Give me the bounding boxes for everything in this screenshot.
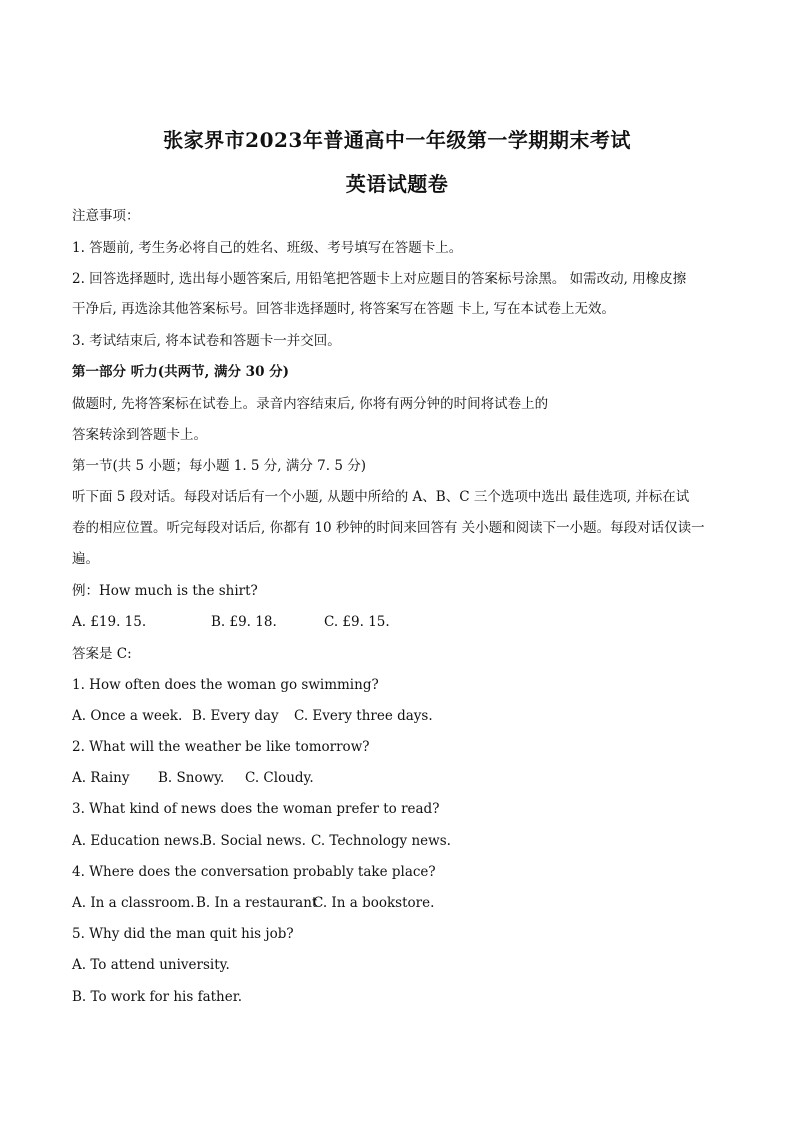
exam-subtitle: 英语试题卷 <box>345 172 449 196</box>
note-item-3: 3. 考试结束后, 将本试卷和答题卡一并交回。 <box>72 333 341 349</box>
example-option-c: C. £9. 15. <box>324 614 390 630</box>
part1-intro-line-1: 做题时, 先将答案标在试卷上。录音内容结束后, 你将有两分钟的时间将试卷上的 <box>72 396 549 412</box>
example-options <box>72 613 390 631</box>
note-item-1: 1. 答题前, 考生务必将自己的姓名、班级、考号填写在答题卡上。 <box>72 240 463 256</box>
section1-instructions-line-2: 卷的相应位置。听完每段对话后, 你都有 10 秒钟的时间来回答有 关小题和阅读下一小题。每段对话仅读一 <box>72 520 705 536</box>
question-2-option-c: C. Cloudy. <box>245 770 314 786</box>
note-item-2-line-1: 2. 回答选择题时, 选出每小题答案后, 用铅笔把答题卡上对应题目的答案标号涂黑。 如需改动, 用橡皮擦 <box>72 271 687 287</box>
question-3-options <box>72 832 451 850</box>
question-1-option-a: A. Once a week. <box>72 708 183 724</box>
question-5-option-b: B. To work for his father. <box>72 989 243 1005</box>
question-4-option-b: B. In a restaurant <box>196 895 318 911</box>
question-2-option-a: A. Rainy <box>72 770 130 786</box>
question-3-option-b: B. Social news. <box>202 833 306 849</box>
exam-title: 张家界市2023年普通高中一年级第一学期期末考试 <box>163 128 631 152</box>
question-4: 4. Where does the conversation probably take place? <box>72 864 436 880</box>
question-3-option-a: A. Education news. <box>72 833 204 849</box>
notes-heading: 注意事项： <box>72 208 140 224</box>
question-1-options <box>72 707 433 725</box>
example-answer: 答案是 C: <box>72 646 132 662</box>
section1-heading: 第一节(共 5 小题；每小题 1. 5 分, 满分 7. 5 分) <box>72 458 366 474</box>
section1-instructions-line-1: 听下面 5 段对话。每段对话后有一个小题, 从题中所给的 A、B、C 三个选项中选出 最佳选项, 并标在试 <box>72 489 690 505</box>
question-2-option-b: B. Snowy. <box>158 770 225 786</box>
question-1-option-c: C. Every three days. <box>294 708 433 724</box>
section1-instructions-line-3: 遍。 <box>72 551 99 567</box>
question-2-options <box>72 769 314 787</box>
question-3-option-c: C. Technology news. <box>311 833 451 849</box>
example-option-a: A. £19. 15. <box>72 614 147 630</box>
question-5-option-a: A. To attend university. <box>72 957 230 973</box>
note-item-2-line-2: 干净后, 再选涂其他答案标号。回答非选择题时, 将答案写在答题 卡上, 写在本试卷上无效。 <box>72 301 616 317</box>
example-option-b: B. £9. 18. <box>211 614 277 630</box>
part1-heading: 第一部分 听力(共两节, 满分 30 分) <box>72 364 290 380</box>
question-1-option-b: B. Every day <box>192 708 279 724</box>
question-3: 3. What kind of news does the woman prefer to read? <box>72 801 440 817</box>
question-4-option-c: C. In a bookstore. <box>313 895 435 911</box>
part1-intro-line-2: 答案转涂到答题卡上。 <box>72 427 207 443</box>
question-5: 5. Why did the man quit his job? <box>72 926 294 942</box>
question-2: 2. What will the weather be like tomorrow? <box>72 739 370 755</box>
question-4-option-a: A. In a classroom. <box>72 895 195 911</box>
question-4-options <box>72 894 434 912</box>
example-question: 例：How much is the shirt? <box>72 583 258 599</box>
question-1: 1. How often does the woman go swimming? <box>72 677 379 693</box>
